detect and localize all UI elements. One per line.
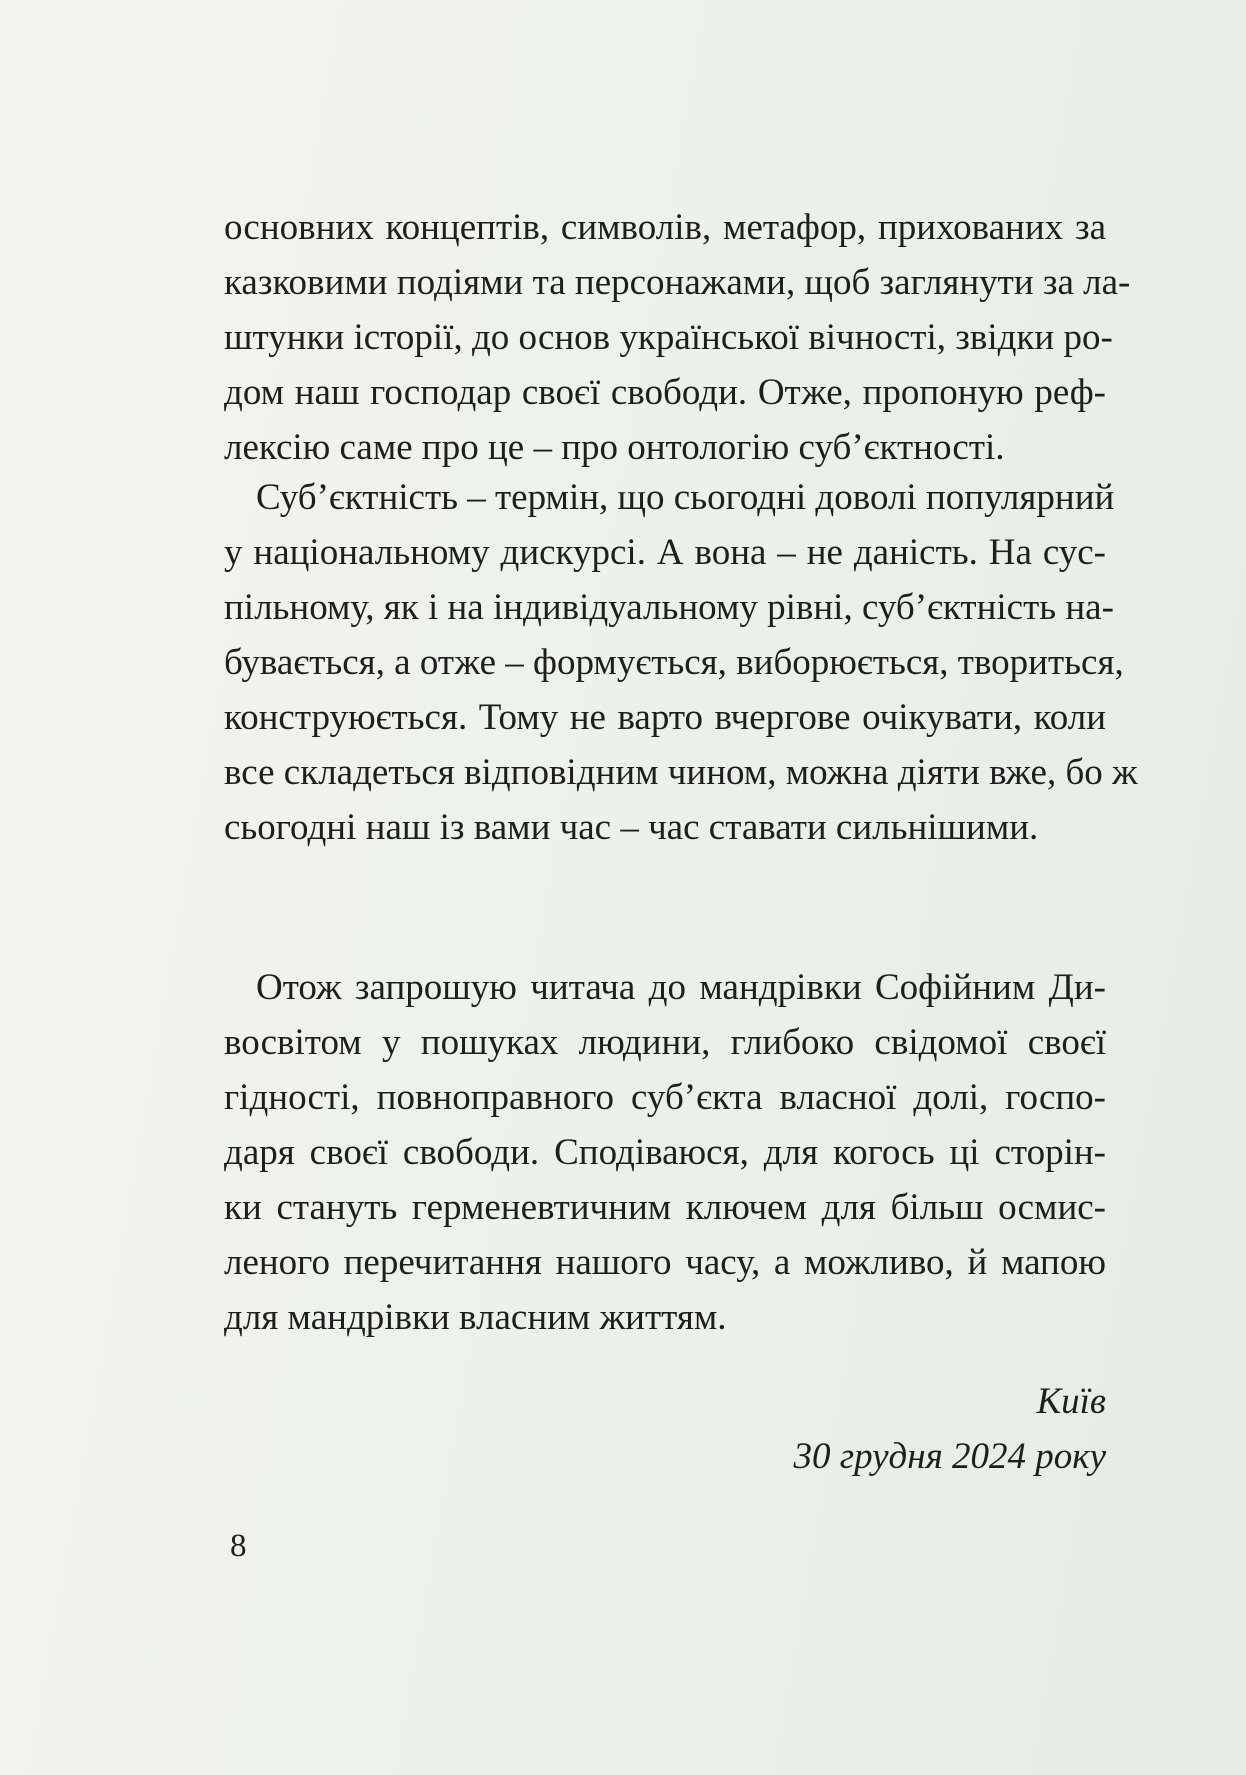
- text-line: гідності, повноправного суб’єкта власної долі, госпо-: [224, 1077, 1106, 1118]
- text-line: Суб’єктність – термін, що сьогодні доволі популярний: [256, 477, 1115, 518]
- text-line: восвітом у пошуках людини, глибоко свідомої своєї: [224, 1022, 1106, 1063]
- text-line: все складеться відповідним чином, можна діяти вже, бо ж: [224, 752, 1138, 793]
- paragraph-2: [224, 470, 1138, 855]
- text-line: ки стануть герменевтичним ключем для більш осмис-: [224, 1187, 1106, 1228]
- paragraph-1: [224, 200, 1131, 475]
- paragraph-3: [224, 960, 1106, 1345]
- text-line: для мандрівки власним життям.: [224, 1297, 727, 1338]
- text-line: дом наш господар своєї свободи. Отже, пропоную реф-: [224, 372, 1106, 413]
- signature-date: 30 грудня 2024 року: [793, 1436, 1106, 1477]
- text-line: лексію саме про це – про онтологію суб’єктності.: [224, 427, 1005, 468]
- text-line: у національному дискурсі. А вона – не даність. На сус-: [224, 532, 1106, 573]
- text-line: штунки історії, до основ української вічності, звідки ро-: [224, 317, 1113, 358]
- signature: [793, 1374, 1106, 1484]
- text-line: даря своєї свободи. Сподіваюся, для когось ці сторін-: [224, 1132, 1106, 1173]
- text-line: основних концептів, символів, метафор, прихованих за: [224, 207, 1106, 248]
- text-line: леного перечитання нашого часу, а можливо, й мапою: [224, 1242, 1106, 1283]
- text-line: сьогодні наш із вами час – час ставати сильнішими.: [224, 807, 1039, 848]
- text-line: Отож запрошую читача до мандрівки Софійним Ди-: [256, 967, 1106, 1008]
- signature-place: Київ: [1036, 1381, 1106, 1422]
- page-number: 8: [230, 1528, 247, 1564]
- text-line: пільному, як і на індивідуальному рівні, суб’єктність на-: [224, 587, 1114, 628]
- text-line: бувається, а отже – формується, виборюється, твориться,: [224, 642, 1124, 683]
- text-line: казковими подіями та персонажами, щоб заглянути за ла-: [224, 262, 1131, 303]
- text-line: конструюється. Тому не варто вчергове очікувати, коли: [224, 697, 1106, 738]
